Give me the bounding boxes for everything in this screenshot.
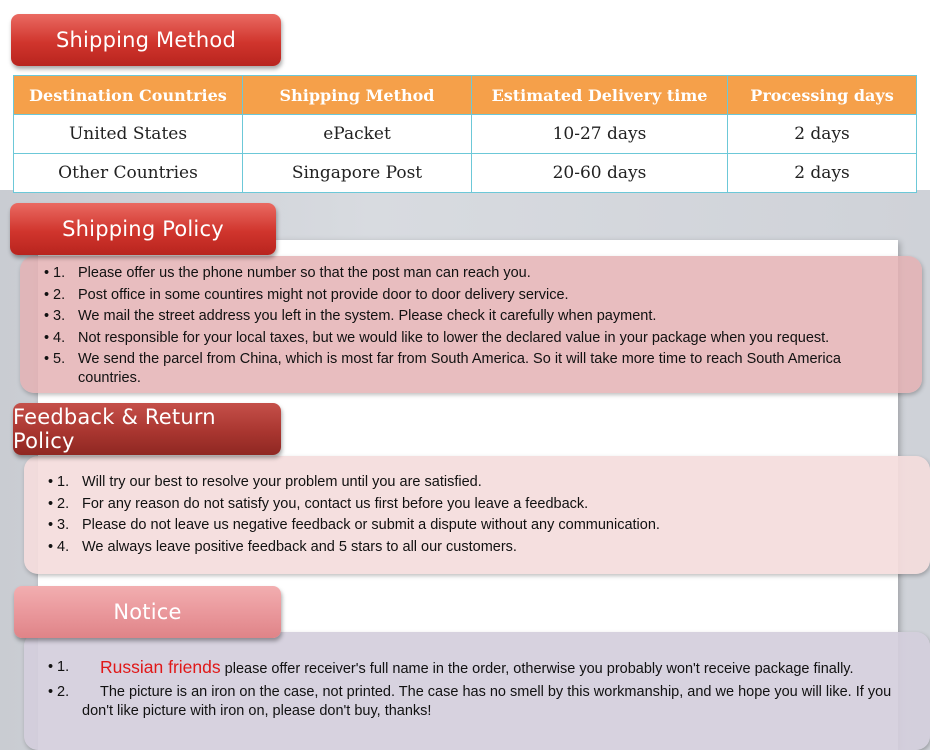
list-item: • 1. Will try our best to resolve your problem until you are satisfied. xyxy=(48,474,482,490)
table-row xyxy=(14,154,917,193)
column-header: Processing days xyxy=(728,76,917,115)
shipping-method-header: Shipping Method xyxy=(11,14,281,66)
table-cell: 2 days xyxy=(728,154,917,193)
table-row xyxy=(14,115,917,154)
shipping-method-table xyxy=(13,75,917,193)
table-header-row xyxy=(14,76,917,115)
feedback-policy-list xyxy=(48,473,908,559)
column-header: Destination Countries xyxy=(14,76,243,115)
table-cell: United States xyxy=(14,115,243,154)
notice-list xyxy=(48,656,904,723)
list-item: • 5. We send the parcel from China, which is most far from South America. So it will take more time to reach South America countries. xyxy=(44,351,841,386)
shipping-policy-header: Shipping Policy xyxy=(10,203,276,255)
feedback-policy-header: Feedback & Return Policy xyxy=(13,403,281,455)
notice-box xyxy=(24,632,930,750)
list-item: • 1. Please offer us the phone number so that the post man can reach you. xyxy=(44,265,531,281)
list-item: • 2. For any reason do not satisfy you, contact us first before you leave a feedback. xyxy=(48,495,589,512)
table-cell: ePacket xyxy=(243,115,472,154)
column-header: Shipping Method xyxy=(243,76,472,115)
table-cell: Other Countries xyxy=(14,154,243,193)
feedback-policy-box xyxy=(24,456,930,574)
notice-header: Notice xyxy=(14,586,281,638)
table-cell: Singapore Post xyxy=(243,154,472,193)
shipping-policy-box xyxy=(20,256,922,393)
list-item: • 3. We mail the street address you left in the system. Please check it carefully when payment. xyxy=(44,308,657,324)
list-item: • 4. We always leave positive feedback and 5 stars to all our customers. xyxy=(48,538,517,555)
russian-friends-highlight: Russian friends xyxy=(100,657,221,677)
table-cell: 20-60 days xyxy=(472,154,728,193)
table-cell: 10-27 days xyxy=(472,115,728,154)
column-header: Estimated Delivery time xyxy=(472,76,728,115)
list-item: • 4. Not responsible for your local taxes, but we would like to lower the declared value in your package when you request. xyxy=(44,329,830,346)
list-item: • 2. The picture is an iron on the case, not printed. The case has no smell by this workmanship, and we hope you will like. If you don't like picture with iron on, please don't buy, thanks! xyxy=(48,683,892,719)
table-cell: 2 days xyxy=(728,115,917,154)
list-item: • 3. Please do not leave us negative feedback or submit a dispute without any communication. xyxy=(48,517,660,533)
list-item: • 1. Russian friends please offer receiver's full name in the order, otherwise you probably won't receive package finally. xyxy=(48,657,854,677)
shipping-policy-list xyxy=(44,264,904,391)
list-item: • 2. Post office in some countires might not provide door to door delivery service. xyxy=(44,286,569,303)
